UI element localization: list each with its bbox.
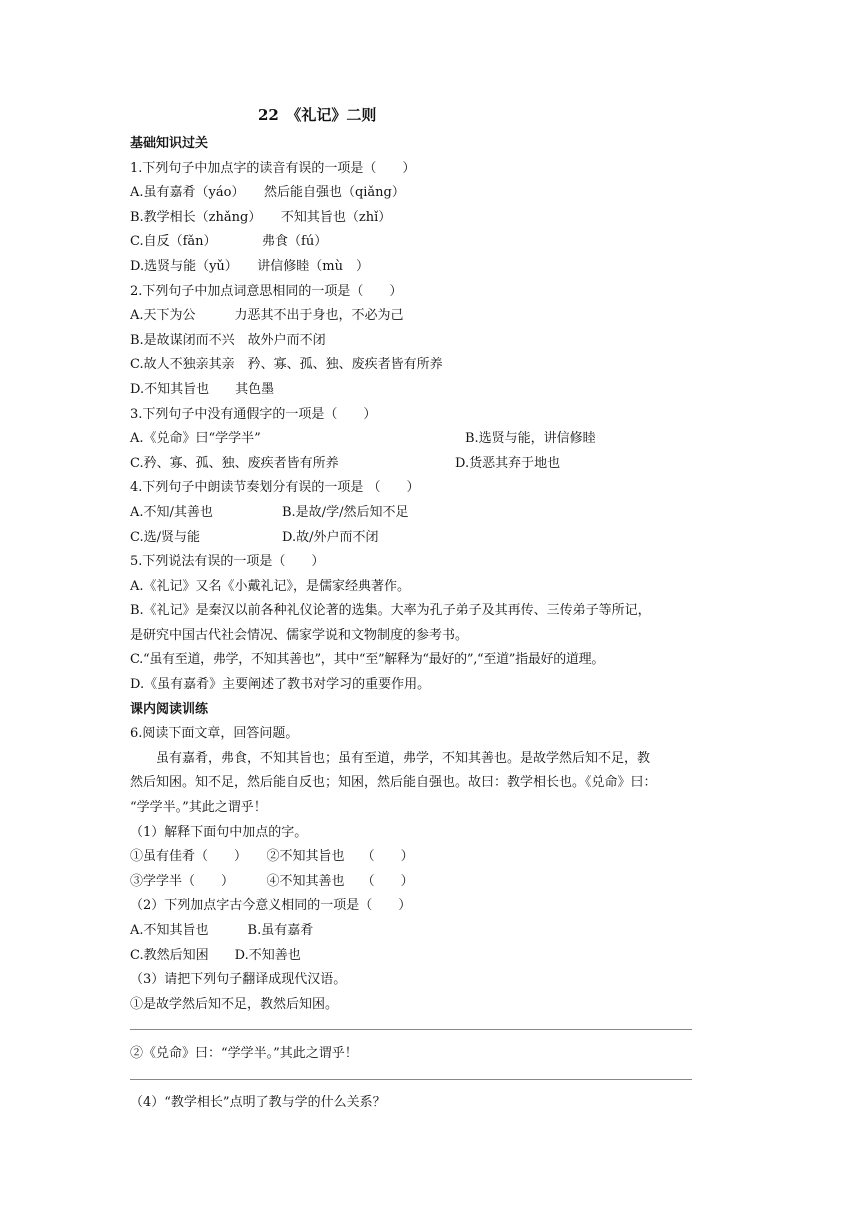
passage-line-3: “学学半。”其此之谓乎！: [130, 800, 267, 816]
question-4-options-row-1: [130, 501, 740, 526]
section-heading-reading: 课内阅读训练: [130, 701, 209, 717]
answer-line-2[interactable]: [130, 1067, 740, 1092]
passage-line-1: 虽有嘉肴，弗食，不知其旨也；虽有至道，弗学，不知其善也。是故学然后知不足，教: [156, 750, 651, 766]
question-4-options-row-2: [130, 526, 740, 551]
question-1-option-a: A.虽有嘉肴（yáo） 然后能自强也（qiǎng）: [130, 185, 405, 201]
subquestion-3-sentence-2: ②《兑命》曰：“学学半。”其此之谓乎！: [130, 1045, 358, 1061]
page-title: 22 《礼记》二则: [258, 106, 377, 124]
question-1-option-d: D.选贤与能（yǔ） 讲信修睦（mù ）: [130, 258, 370, 274]
subquestion-2: （2）下列加点字古今意义相同的一项是（ ）: [130, 898, 412, 914]
question-3-options-row-1: [130, 427, 740, 452]
question-3-options-row-2: [130, 452, 740, 477]
question-4-option-d: D.故/外户而不闭: [282, 529, 379, 545]
subquestion-3: （3）请把下列句子翻译成现代汉语。: [130, 972, 347, 988]
question-1-option-c: C.自反（fǎn） 弗食（fú）: [130, 234, 328, 250]
subquestion-3-sentence-1: ①是故学然后知不足，教然后知困。: [130, 996, 339, 1012]
question-5-option-c: C.“虽有至道，弗学，不知其善也”，其中“至”解释为“最好的”,“至道”指最好的道理。: [130, 652, 605, 668]
subquestion-1: （1）解释下面句中加点的字。: [130, 824, 308, 840]
question-4-option-b: B.是故/学/然后知不足: [282, 504, 409, 520]
passage-line-2: 然后知困。知不足，然后能自反也；知困，然后能自强也。故曰：教学相长也。《兑命》曰：: [130, 775, 657, 791]
question-5-option-d: D.《虽有嘉肴》主要阐述了教书对学习的重要作用。: [130, 677, 431, 693]
question-3-option-d: D.货恶其弃于地也: [455, 455, 561, 471]
question-3-option-a: A.《兑命》曰“学学半”: [130, 431, 261, 447]
question-2-option-a: A.天下为公 力恶其不出于身也，不必为己: [130, 308, 404, 324]
subquestion-2-options-row-1: A.不知其旨也 B.虽有嘉肴: [130, 923, 314, 938]
question-2-option-b: B.是故谋闭而不兴 故外户而不闭: [130, 332, 326, 348]
subquestion-2-options-row-2: C.教然后知困 D.不知善也: [130, 947, 301, 963]
question-1-stem: 1.下列句子中加点字的读音有误的一项是（ ）: [130, 160, 416, 176]
question-4-option-a: A.不知/其善也: [130, 504, 213, 520]
question-1-option-b: B.教学相长（zhǎng） 不知其旨也（zhǐ）: [130, 209, 392, 225]
question-5-option-a: A.《礼记》又名《小戴礼记》，是儒家经典著作。: [130, 578, 411, 594]
subquestion-1-items-row-2: ③学学半（ ） ④不知其善也 （ ）: [130, 873, 414, 889]
subquestion-1-items-row-1: ①虽有佳肴（ ） ②不知其旨也 （ ）: [130, 849, 414, 865]
question-5-option-b-line-1: B.《礼记》是秦汉以前各种礼仪论著的选集。大率为孔子弟子及其再传、三传弟子等所记，: [130, 603, 651, 619]
question-2-option-c: C.故人不独亲其亲 矜、寡、孤、独、废疾者皆有所养: [130, 357, 443, 373]
answer-line-1[interactable]: [130, 1017, 740, 1042]
question-4-stem: 4.下列句子中朗读节奏划分有误的一项是 （ ）: [130, 480, 420, 496]
question-2-option-d: D.不知其旨也 其色墨: [130, 381, 275, 397]
question-4-option-c: C.选/贤与能: [130, 529, 200, 545]
question-3-option-c: C.矜、寡、孤、独、废疾者皆有所养: [130, 455, 339, 471]
question-5-option-b-line-2: 是研究中国古代社会情况、儒家学说和文物制度的参考书。: [130, 627, 469, 643]
question-2-stem: 2.下列句子中加点词意思相同的一项是（ ）: [130, 283, 403, 299]
question-6-stem: 6.阅读下面文章，回答问题。: [130, 726, 299, 742]
question-3-option-b: B.选贤与能，讲信修睦: [465, 431, 596, 447]
question-5-stem: 5.下列说法有误的一项是（ ）: [130, 554, 325, 570]
section-heading-basic: 基础知识过关: [130, 136, 209, 151]
worksheet-content: [130, 132, 740, 1116]
subquestion-4: （4）“教学相长”点明了教与学的什么关系？: [130, 1095, 386, 1111]
question-3-stem: 3.下列句子中没有通假字的一项是（ ）: [130, 406, 377, 422]
